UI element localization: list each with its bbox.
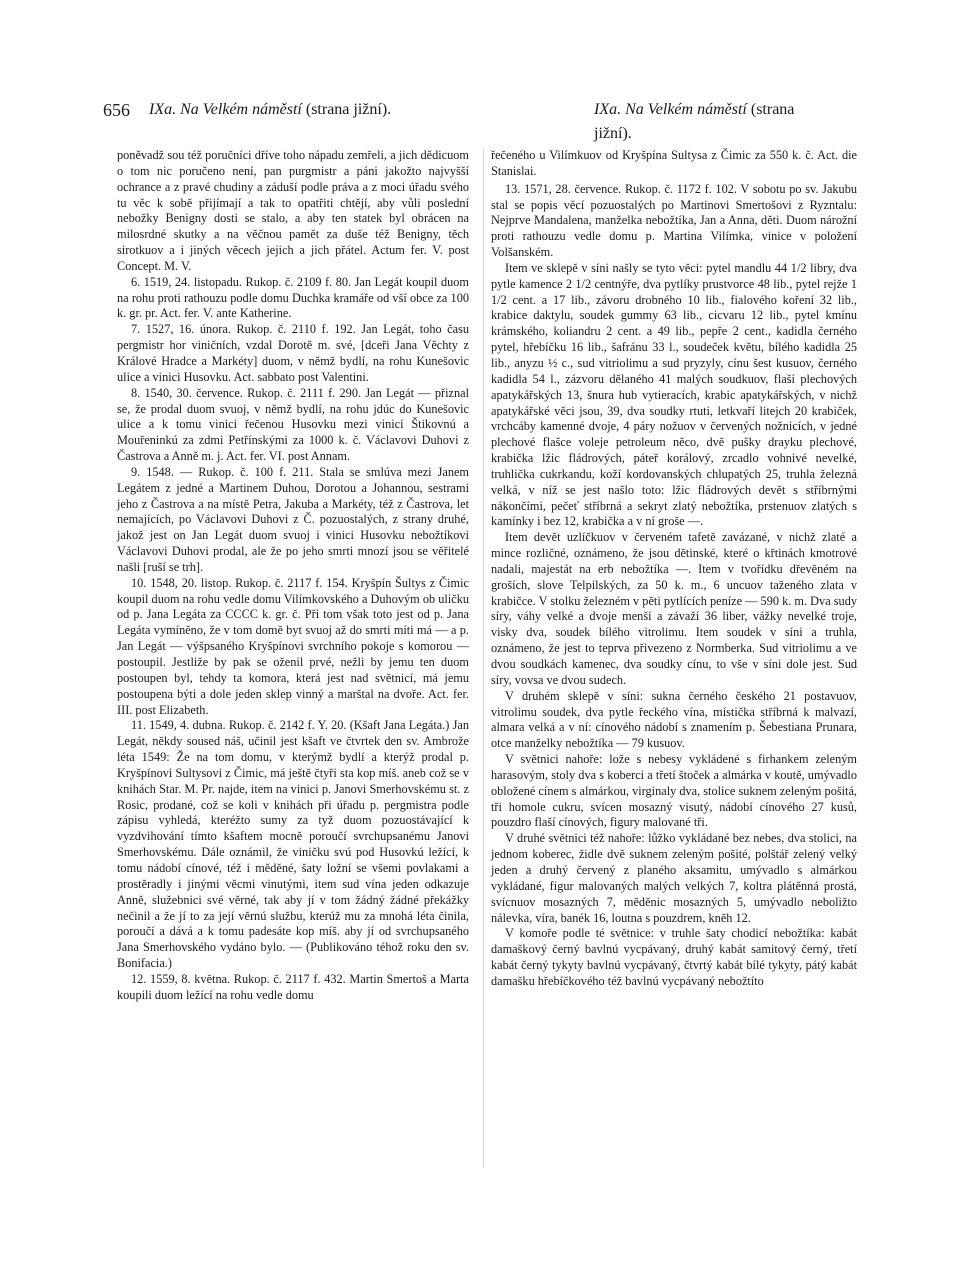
left-paragraph: 9. 1548. — Rukop. č. 100 f. 211. Stala se smlúva mezi Janem Legátem z jedné a Martinem Duhou, Dorotou a Johannou, sestrami jeho z Častrova a na místě Petra, Jakuba a Markéty, též z Častrova, let nemajících, po Václavovi Duhovi z Č. pozuostalých, z strany druhé, jakož jest on Jan Legát duom svuoj i vinici Husovku nebožtíkovi Václavovi Duhovi prodal, ale že po jeho smrti mnozí jsou se věřitelé našli [ruší se trh].: [117, 464, 469, 574]
left-title-sub: (strana jižní).: [301, 101, 392, 118]
left-running-title: [149, 98, 391, 122]
left-paragraph: 10. 1548, 20. listop. Rukop. č. 2117 f. 154. Kryšpín Šultys z Čimic koupil duom na rohu vedle domu Vilímkovského a Duhovým ob uličku od p. Jana Legáta za CCCC k. gr. č. Při tom však toto jest od p. Jana Legáta vymíněno, že v tom domě byt svuoj až do smrti míti má — a p. Jan Legát — výšpsaného Kryšpínovi svrchního pokoje s komorou — postoupil. Jestliže by pak se oženil prvé, nežli by jemu ten duom postoupen byl, tehdy ta komora, která jest nad světnicí, má jemu postoupena býti a dole jeden sklep vinný a marštal na dvoře. Act. fer. III. post Elizabeth.: [117, 575, 469, 717]
left-paragraph: 7. 1527, 16. února. Rukop. č. 2110 f. 192. Jan Legát, toho času pergmistr hor viničních, vzdal Dorotě m. své, [dceři Jana Věchty z Králové Hradce a Markéty] duom, v němž bydlí, na rohu Kunešovic ulice a vinici Husovku. Act. sabbato post Valentini.: [117, 322, 469, 384]
right-paragraph: 13. 1571, 28. července. Rukop. č. 1172 f. 102. V sobotu po sv. Jakubu stal se popis věcí pozuostalých po Martinovi Smertošovi z Ryzntalu: Nejprve Mandalena, manželka nebožtíka, Jan a Anna, děti. Duom nárožní proti rathouzu vedle domu p. Martina Vilímka, vinice v položení Volšanském.: [491, 181, 857, 260]
right-paragraph: V druhém sklepě v síni: sukna černého českého 21 postavuov, vitrolimu soudek, dva pytle řeckého vína, místička stříbrná k malvazí, almara velká a v ní: cínového nádobí s znamením p. Šebestiana Prunara, otce manželky nebožtíka — 79 kusuov.: [491, 688, 857, 751]
left-paragraph: poněvadž sou též poručníci dříve toho nápadu zemřeli, a jich dědicuom o tom nic poručeno není, pan purgmistr a páni jakožto najvyšší ochrance a z pravé chudiny a záduší podle práva a z moci úřadu svého tu věc k sobě přijímají a tak to opatřiti chtějí, aby vůli poslední nebožky Benigny dosti se stalo, a aby ten statek byl obrácen na milosrdné skutky a na věčnou pamět za duše též Benigny, těch sirotkuov a i jiných věcech jejich a jich přátel. Actum fer. V. post Concept. M. V.: [117, 148, 469, 273]
right-paragraph: Item ve sklepě v síni našly se tyto věci: pytel mandlu 44 1/2 libry, dva pytle kamence 2 1/2 centnýře, dva pytlíky prustvorce 48 lib., pytel rejže 1 1/2 cent. a 17 lib., závoru drobného 10 lib., fialového koření 32 lib., krabice daktylu, soudek gummy 63 lib., cicvaru 12 lib., pytel kmínu krámského, koliandru 2 cent. a 49 lib., pepře 2 cent., kadidla černého pytel, hřebíčku 16 lib., šafránu 33 l., soudeček květu, bílého kadidla 25 lib., anyzu ½ c., sud vitriolimu a sud pryzyly, cínu šest kusuov, černého kadidla 54 l., zázvoru dělaného 41 malých soudkuov, flaší plechových apatykářských 13, šnura hub vytieracích, krabic apatykářských, v nichž apatykářské věci jsou, 39, dva soudky rtuti, letkvaří litejch 20 krabiček, vrchcáby kamenné dvoje, 4 páry nožuov v červených nožnicích, v jedné plechové flašce voleje petroleum něco, dvě pušky drayku plechové, krabička lžic fládrových, páteř korálový, zrcadlo vohnivé nevelké, truhlička cukrkandu, koží kordovanských chlupatých 25, truhla železná velká, v níž se jest našlo toto: lžic fládrových devět s stříbrnými nákončími, pečeť stříbrná a sekryt zlatý nebožtíka, prstenuov zlatých s kamínky i bez 12, krabička a v ní groše —.: [491, 260, 857, 529]
column-divider: [483, 148, 484, 1168]
right-paragraph: V druhé světnici též nahoře: lůžko vykládané bez nebes, dva stolici, na jednom koberec, židle dvě suknem zeleným pošité, polštář zelený velký jeden a druhý červený z planého aksamitu, umývadlo s almárkou vykládané, figur malovaných malých velkých 7, koltra plátěnná prostá, svícnuov mosazných 7, měděnic mosazných 5, umývadlo neboližto nálevka, víra, banék 16, loutna s pouzdrem, kněh 12.: [491, 831, 857, 925]
left-title-text: IXa. Na Velkém náměstí: [149, 101, 302, 118]
left-paragraph: 11. 1549, 4. dubna. Rukop. č. 2142 f. Y. 20. (Kšaft Jana Legáta.) Jan Legát, někdy soused náš, učinil jest kšaft ve čtvrtek den sv. Ambrože léta 1549: Že na tom domu, v kterýmž bydlí a kterýž prodal p. Kryšpínovi Sultysovi z Čimic, má ještě čtyři sta kop míš. aneb což se v knihách Star. M. Pr. najde, item na vinici p. Janovi Smerhovskému st. z Rosic, prodané, což se koli v knihách při úřadu p. pergmistra podle zápisu vyhledá, kteréžto sumy za tyž duom pozuostávající k vyzdvihování tímto kšaftem mocně poroučí svrchupsanému Janovi Smerhovskému. Dále oznámil, že viničku svú pod Husovkú ležící, k tomu nádobí cínové, též i měděné, šaty ložní se všemi povlakami a prostěradly i jinými věcmi vinutými, item sud vína jeden odkazuje Anně, služebnici své věrné, tak aby jí v tom žádný žádné překážky nečinil a že jí to za její věrnú službu, kterúž mu za mnohá léta činila, poroučí a dává a k tomu padesáte kop míš. aby jí od svrchupsaného Jana Smerhovského vydáno bylo. — (Publikováno téhož roku den sv. Bonifacia.): [117, 718, 469, 971]
page-header: [103, 98, 803, 142]
left-paragraph: 8. 1540, 30. července. Rukop. č. 2111 f. 290. Jan Legát — přiznal se, že prodal duom svuoj, v němž bydlí, na rohu jdúc do Kunešovic ulice a k tomu vinici řečenou Husovku mezi vinicí Štikovnú a Mouřeninkú za zdmi Petřínskými za 1000 k. č. Václavovi Duhovi z Častrova a Anně m. j. Act. fer. VI. post Annam.: [117, 385, 469, 464]
left-column: [117, 148, 469, 1004]
right-paragraph: řečeného u Vilímkuov od Kryšpína Sultysa z Čimic za 550 k. č. Act. die Stanislai.: [491, 148, 857, 178]
right-paragraph: V světnici nahoře: lože s nebesy vykládené s firhankem zeleným harasovým, stoly dva s koberci a třetí štoček a almárka v koutě, umývadlo obložené cínem s almárkou, virginaly dva, stolice suknem zeleným pošitá, tři homole cukru, svícen mosazný visutý, nádobí cínového 27 kusů, pouzdro flaší cínových, figury malované tři.: [491, 752, 857, 830]
page-number: 656: [103, 100, 130, 120]
right-column: [491, 148, 857, 990]
right-title-text: IXa. Na Velkém náměstí: [594, 101, 747, 118]
right-paragraph: V komoře podle té světnice: v truhle šaty chodicí nebožtíka: kabát damaškový černý bavlnú vycpávaný, druhý kabát samitový černý, třetí kabát černý tykyty bavlnú vycpávaný, čtvrtý kabát bílé tykyty, pátý kabát damašku hřebíčkového též bavlnú vycpávaný nebožtíto: [491, 926, 857, 988]
left-paragraph: 6. 1519, 24. listopadu. Rukop. č. 2109 f. 80. Jan Legát koupil duom na rohu proti rathouzu podle domu Duchka kramáře od vší obce za 100 k. gr. pr. Act. fer. V. ante Katherine.: [117, 274, 469, 321]
right-paragraph: Item devět uzlíčkuov v červeném tafetě zavázané, v nichž zlaté a mince rozličné, oznámeno, že jsou dětinské, které o křtinách kmotrové nadali, majestát na erb nebožtíka —. Item v tvořídku dřevěném na groších, slove Telpilských, za 50 k. m., 6 uncuov taženého zlata v krabičce. V stolku železném v pěti pytlících peníze — 590 k. m. Dva sudy síry, váhy velké a dvoje menší a závaží 36 liber, vážky nevelké troje, visky dva, soudek bílého vitrolimu. Item soudek v síni a truhla, oznámeno, že jest to teprva přivezeno z Normberka. Sud vitriolimu a ve dvou soudkách kamenec, dva soudky cínu, to vše v síni dole jest. Sud síry, vovsa ve dvou sudech.: [491, 530, 857, 687]
right-title-sub: (strana jižní).: [594, 101, 795, 142]
left-paragraph: 12. 1559, 8. května. Rukop. č. 2117 f. 432. Martin Smertoš a Marta koupili duom ležící na rohu vedle domu: [117, 971, 469, 1002]
right-running-title: [594, 98, 803, 146]
